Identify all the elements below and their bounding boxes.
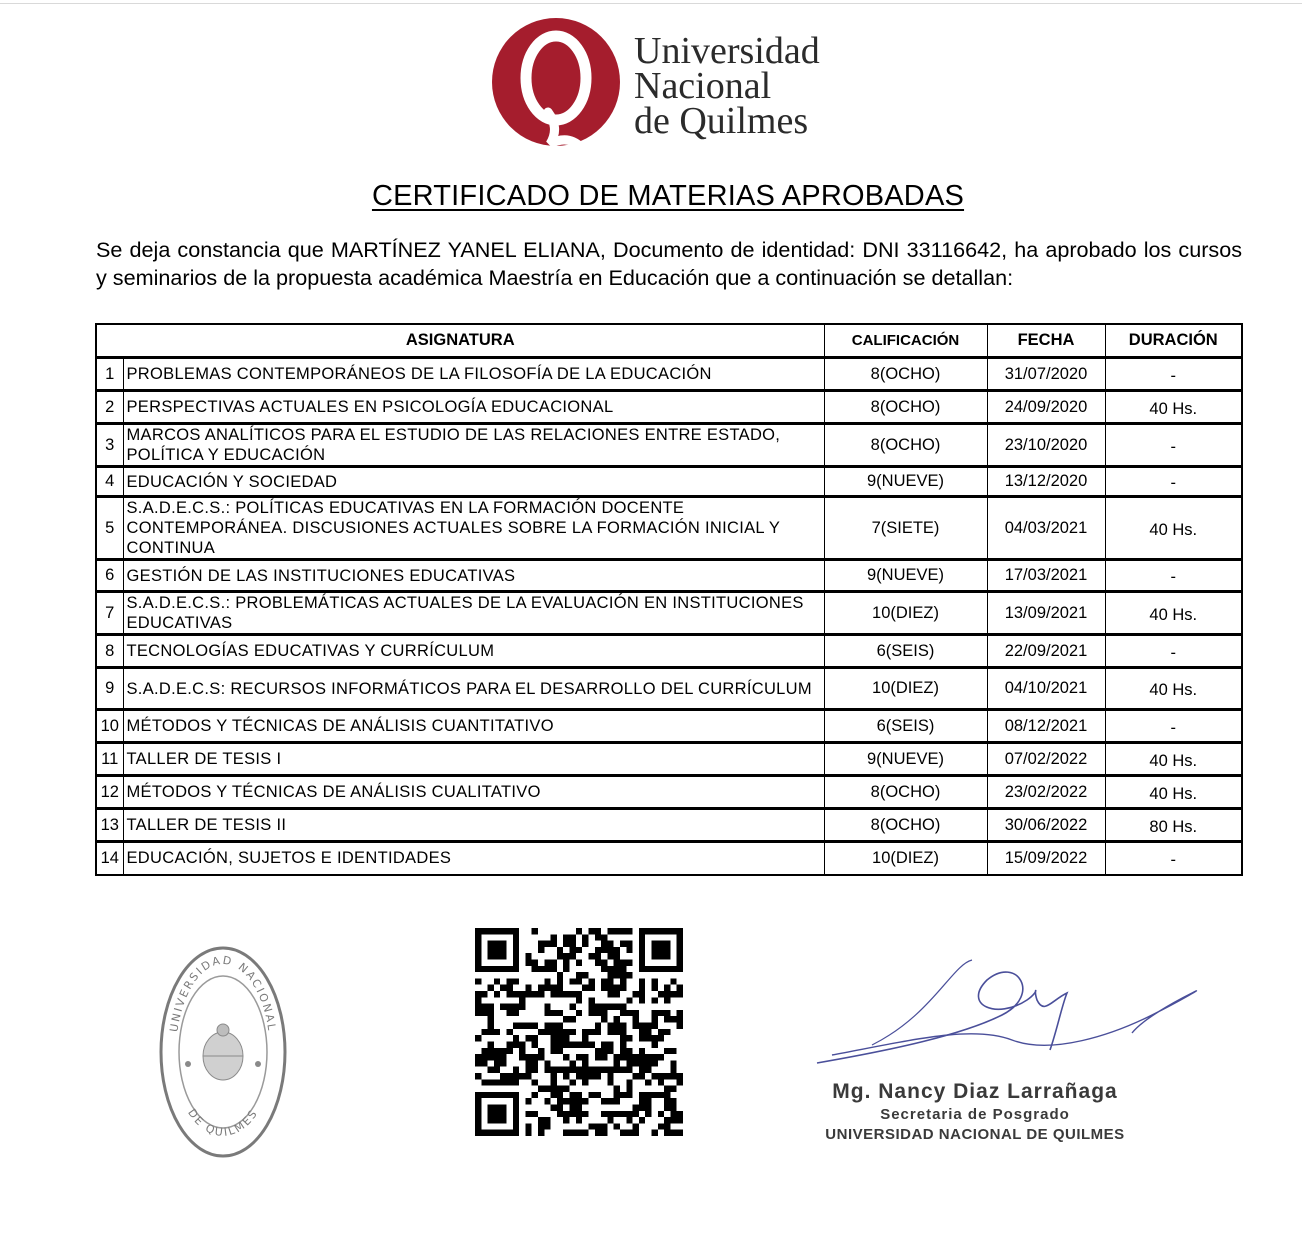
signatory-role: Secretaria de Posgrado (880, 1106, 1070, 1123)
row-number: 6 (96, 560, 123, 592)
svg-text:DE QUILMES (185, 1107, 261, 1140)
qr-code-icon (475, 928, 683, 1136)
row-subject: TECNOLOGÍAS EDUCATIVAS Y CURRÍCULUM (123, 635, 824, 668)
table-row (96, 467, 1242, 497)
row-number: 5 (96, 497, 123, 560)
row-number: 3 (96, 424, 123, 467)
row-number: 9 (96, 668, 123, 710)
table-row (96, 743, 1242, 776)
row-date: 17/03/2021 (987, 560, 1105, 592)
row-subject: S.A.D.E.C.S: RECURSOS INFORMÁTICOS PARA EL DESARROLLO DEL CURRÍCULUM (123, 668, 824, 710)
grades-table (95, 323, 1243, 876)
row-subject: PROBLEMAS CONTEMPORÁNEOS DE LA FILOSOFÍA DE LA EDUCACIÓN (123, 358, 824, 391)
logo-line-3: de Quilmes (634, 100, 809, 142)
row-date: 23/10/2020 (987, 424, 1105, 467)
row-duration: 40 Hs. (1105, 391, 1242, 424)
row-grade: 9(NUEVE) (824, 560, 987, 592)
row-date: 23/02/2022 (987, 776, 1105, 809)
table-header-row (96, 324, 1242, 358)
qr-modules (475, 928, 683, 1136)
row-grade: 7(SIETE) (824, 497, 987, 560)
table-row (96, 842, 1242, 875)
row-duration: - (1105, 635, 1242, 668)
signatory-name: Mg. Nancy Diaz Larrañaga (832, 1080, 1118, 1103)
row-number: 4 (96, 467, 123, 497)
table-row (96, 424, 1242, 467)
table-row (96, 497, 1242, 560)
row-duration: 40 Hs. (1105, 497, 1242, 560)
row-date: 13/12/2020 (987, 467, 1105, 497)
row-subject: TALLER DE TESIS I (123, 743, 824, 776)
university-seal-icon (158, 944, 288, 1159)
row-grade: 8(OCHO) (824, 809, 987, 842)
svg-text:UNIVERSIDAD NACIONAL (167, 954, 278, 1033)
logo-line-2: Nacional (634, 65, 772, 107)
row-grade: 8(OCHO) (824, 391, 987, 424)
row-number: 12 (96, 776, 123, 809)
row-subject: S.A.D.E.C.S.: PROBLEMÁTICAS ACTUALES DE LA EVALUACIÓN EN INSTITUCIONES EDUCATIVAS (123, 592, 824, 635)
table-row (96, 358, 1242, 391)
row-number: 13 (96, 809, 123, 842)
row-duration: - (1105, 358, 1242, 391)
table-row (96, 635, 1242, 668)
row-subject: EDUCACIÓN, SUJETOS E IDENTIDADES (123, 842, 824, 875)
row-number: 14 (96, 842, 123, 875)
university-logo (490, 16, 860, 156)
row-date: 13/09/2021 (987, 592, 1105, 635)
row-number: 8 (96, 635, 123, 668)
table-row (96, 809, 1242, 842)
top-rule (0, 3, 1302, 4)
intro-paragraph: Se deja constancia que MARTÍNEZ YANEL ELIANA, Documento de identidad: DNI 33116642, ha aprobado los cursos y seminarios de la propuesta académica Maestría en Educación que a continuación se detallan: (96, 237, 1242, 290)
row-date: 08/12/2021 (987, 710, 1105, 743)
row-grade: 6(SEIS) (824, 710, 987, 743)
row-number: 7 (96, 592, 123, 635)
logo-line-1: Universidad (634, 30, 820, 72)
row-number: 1 (96, 358, 123, 391)
table-row (96, 560, 1242, 592)
unq-logo-icon (490, 16, 622, 156)
row-duration: 40 Hs. (1105, 776, 1242, 809)
signature-icon (812, 945, 1202, 1075)
row-subject: MARCOS ANALÍTICOS PARA EL ESTUDIO DE LAS RELACIONES ENTRE ESTADO, POLÍTICA Y EDUCACIÓN (123, 424, 824, 467)
row-date: 24/09/2020 (987, 391, 1105, 424)
logo-wordmark (634, 30, 820, 142)
table-row (96, 391, 1242, 424)
row-grade: 8(OCHO) (824, 776, 987, 809)
header-subject: ASIGNATURA (96, 324, 824, 358)
document-title: CERTIFICADO DE MATERIAS APROBADAS (371, 180, 965, 212)
row-date: 07/02/2022 (987, 743, 1105, 776)
header-date: FECHA (987, 324, 1105, 358)
row-duration: - (1105, 467, 1242, 497)
row-number: 2 (96, 391, 123, 424)
row-subject: S.A.D.E.C.S.: POLÍTICAS EDUCATIVAS EN LA FORMACIÓN DOCENTE CONTEMPORÁNEA. DISCUSIONES ACTUALES SOBRE LA FORMACIÓN INICIAL Y CONTINUA (123, 497, 824, 560)
row-subject: PERSPECTIVAS ACTUALES EN PSICOLOGÍA EDUCACIONAL (123, 391, 824, 424)
row-number: 11 (96, 743, 123, 776)
row-grade: 10(DIEZ) (824, 842, 987, 875)
row-duration: - (1105, 710, 1242, 743)
table-row (96, 776, 1242, 809)
row-duration: 40 Hs. (1105, 743, 1242, 776)
row-duration: 40 Hs. (1105, 668, 1242, 710)
table-row (96, 710, 1242, 743)
row-duration: 80 Hs. (1105, 809, 1242, 842)
row-grade: 10(DIEZ) (824, 592, 987, 635)
row-duration: - (1105, 842, 1242, 875)
row-subject: MÉTODOS Y TÉCNICAS DE ANÁLISIS CUALITATIVO (123, 776, 824, 809)
seal-text-top: UNIVERSIDAD NACIONAL (167, 953, 279, 1033)
row-duration: 40 Hs. (1105, 592, 1242, 635)
row-date: 04/03/2021 (987, 497, 1105, 560)
header-grade: CALIFICACIÓN (824, 324, 987, 358)
row-duration: - (1105, 424, 1242, 467)
row-subject: EDUCACIÓN Y SOCIEDAD (123, 467, 824, 497)
row-number: 10 (96, 710, 123, 743)
row-grade: 9(NUEVE) (824, 743, 987, 776)
table-row (96, 668, 1242, 710)
row-grade: 10(DIEZ) (824, 668, 987, 710)
row-grade: 8(OCHO) (824, 358, 987, 391)
row-grade: 8(OCHO) (824, 424, 987, 467)
seal-text-bottom: DE QUILMES (185, 1106, 261, 1140)
row-date: 15/09/2022 (987, 842, 1105, 875)
table-row (96, 592, 1242, 635)
row-grade: 6(SEIS) (824, 635, 987, 668)
row-subject: TALLER DE TESIS II (123, 809, 824, 842)
row-date: 31/07/2020 (987, 358, 1105, 391)
row-date: 04/10/2021 (987, 668, 1105, 710)
row-grade: 9(NUEVE) (824, 467, 987, 497)
row-date: 30/06/2022 (987, 809, 1105, 842)
row-date: 22/09/2021 (987, 635, 1105, 668)
header-duration: DURACIÓN (1105, 324, 1242, 358)
row-duration: - (1105, 560, 1242, 592)
row-subject: GESTIÓN DE LAS INSTITUCIONES EDUCATIVAS (123, 560, 824, 592)
row-subject: MÉTODOS Y TÉCNICAS DE ANÁLISIS CUANTITATIVO (123, 710, 824, 743)
signatory-institution: UNIVERSIDAD NACIONAL DE QUILMES (825, 1126, 1125, 1143)
